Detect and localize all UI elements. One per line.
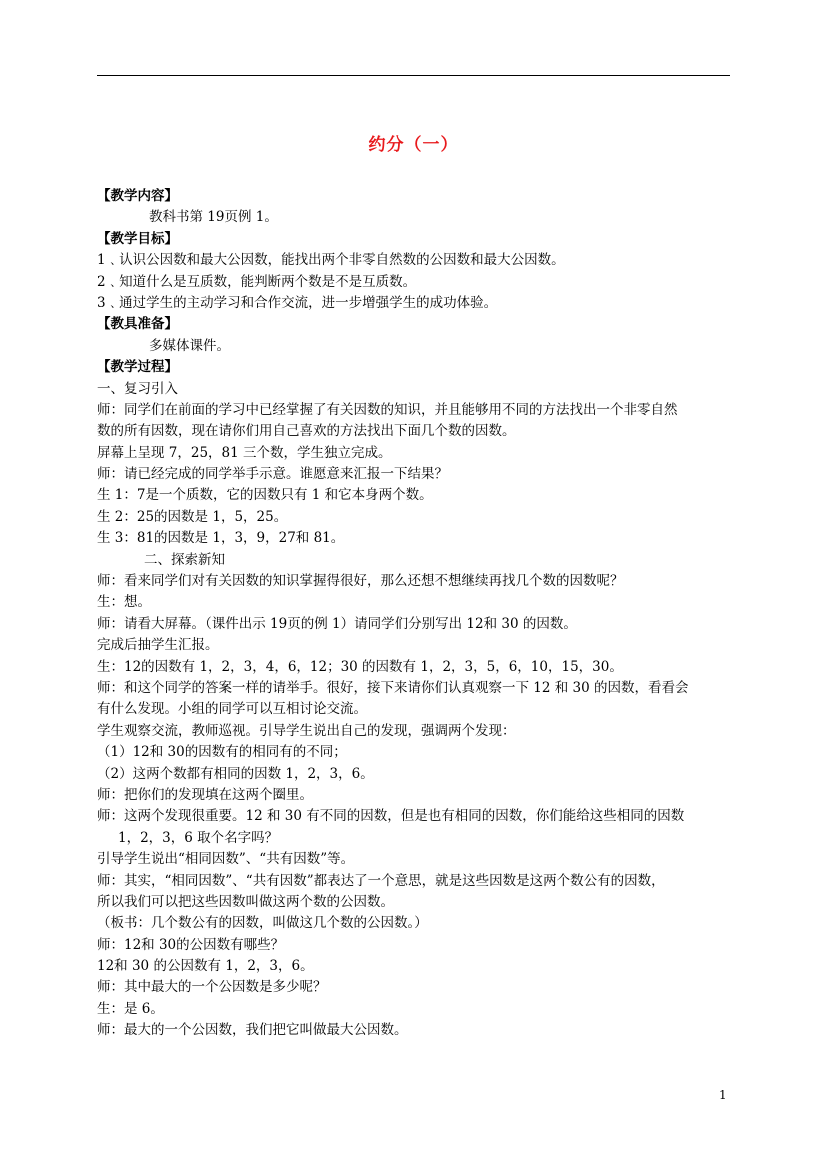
text-line: （2）这两个数都有相同的因数 1，2，3，6。 (97, 765, 374, 782)
document-title: 约分（一） (368, 135, 459, 155)
text-line: 师：和这个同学的答案一样的请举手。很好，接下来请你们认真观察一下 12 和 30 的因数，看看会 (97, 679, 689, 696)
text-line: 多媒体课件。 (149, 337, 230, 354)
text-line: 生：是 6。 (97, 1000, 164, 1017)
text-line: 1，2，3，6 取个名字吗？ (118, 829, 279, 846)
text-line: 数的所有因数，现在请你们用自己喜欢的方法找出下面几个数的因数。 (97, 423, 516, 440)
section-heading: 【教具准备】 (97, 316, 178, 333)
text-line: 一、复习引入 (97, 380, 178, 397)
text-line: 12和 30 的公因数有 1，2，3，6。 (97, 958, 314, 975)
text-line: （1）12和 30的因数有的相同有的不同； (97, 744, 347, 761)
text-line: 3﹑通过学生的主动学习和合作交流，进一步增强学生的成功体验。 (97, 294, 498, 311)
text-line: 生 3：81的因数是 1，3，9，27和 81。 (97, 530, 345, 547)
text-line: 所以我们可以把这些因数叫做这两个数的公因数。 (97, 893, 394, 910)
text-line: 屏幕上呈现 7，25，81 三个数，学生独立完成。 (97, 444, 392, 461)
page-number: 1 (719, 1088, 727, 1102)
text-line: 引导学生说出“相同因数”、“共有因数”等。 (97, 851, 355, 868)
text-line: 师：看来同学们对有关因数的知识掌握得很好，那么还想不想继续再找几个数的因数呢？ (97, 573, 624, 590)
text-line: 师：这两个发现很重要。12 和 30 有不同的因数，但是也有相同的因数，你们能给这些相同的因数 (97, 808, 685, 825)
text-line: 师：12和 30的公因数有哪些？ (97, 936, 285, 953)
text-line: 生 1：7是一个质数，它的因数只有 1 和它本身两个数。 (97, 487, 433, 504)
text-line: 1﹑认识公因数和最大公因数，能找出两个非零自然数的公因数和最大公因数。 (97, 252, 565, 269)
section-heading: 【教学过程】 (97, 359, 178, 376)
text-line: 师：请已经完成的同学举手示意。谁愿意来汇报一下结果？ (97, 466, 448, 483)
text-line: 2﹑知道什么是互质数，能判断两个数是不是互质数。 (97, 273, 417, 290)
header-rule (97, 75, 730, 76)
text-line: 师：同学们在前面的学习中已经掌握了有关因数的知识，并且能够用不同的方法找出一个非零自然 (97, 401, 678, 418)
text-line: 师：其中最大的一个公因数是多少呢？ (97, 979, 327, 996)
text-line: 师：最大的一个公因数，我们把它叫做最大公因数。 (97, 1022, 408, 1039)
text-line: （板书：几个数公有的因数，叫做这几个数的公因数。） (97, 915, 428, 932)
section-heading: 【教学内容】 (97, 188, 178, 204)
section-heading: 【教学目标】 (97, 230, 178, 247)
text-line: 生：12的因数有 1，2，3，4，6，12；30 的因数有 1，2，3，5，6，10，15，30。 (97, 658, 623, 675)
text-line: 生：想。 (97, 594, 151, 611)
text-line: 有什么发现。小组的同学可以互相讨论交流。 (97, 701, 367, 718)
text-line: 学生观察交流，教师巡视。引导学生说出自己的发现，强调两个发现： (97, 722, 516, 739)
text-line: 二、探索新知 (144, 551, 225, 568)
text-line: 师：其实，“相同因数”、“共有因数”都表达了一个意思，就是这些因数是这两个数公有的因数， (97, 872, 665, 889)
text-line: 教科书第 19页例 1。 (149, 209, 278, 226)
text-line: 师：请看大屏幕。（课件出示 19页的例 1）请同学们分别写出 12和 30 的因数。 (97, 615, 577, 632)
text-line: 生 2：25的因数是 1，5，25。 (97, 508, 288, 525)
text-line: 师：把你们的发现填在这两个圈里。 (97, 786, 313, 803)
text-line: 完成后抽学生汇报。 (97, 637, 219, 654)
document-body (97, 186, 737, 1042)
